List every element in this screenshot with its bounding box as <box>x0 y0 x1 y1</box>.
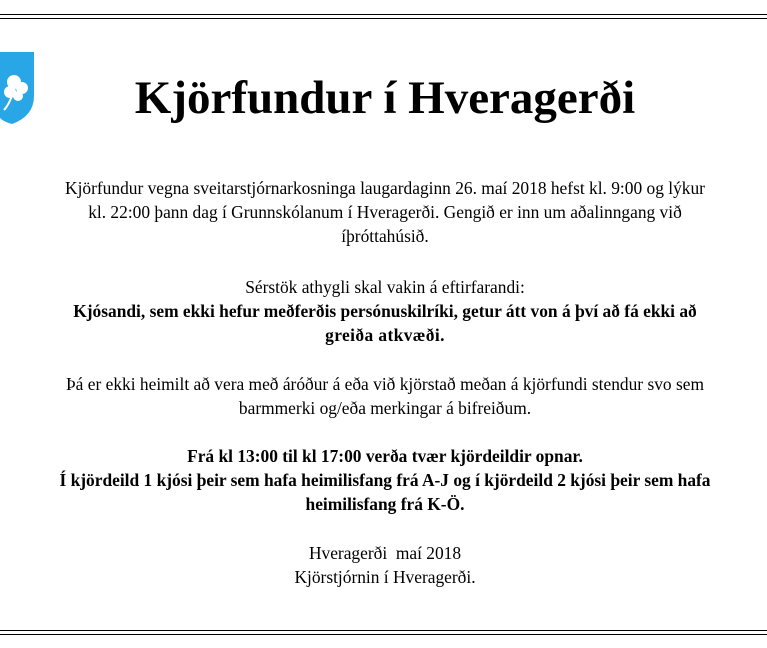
notice-line: greiða atkvæði. <box>325 325 445 345</box>
signature-block <box>5 541 765 589</box>
campaign-line: Þá er ekki heimilt að vera með áróður á eða við kjörstað meðan á kjörfundi stendur svo sem <box>66 374 704 394</box>
intro-line: kl. 22:00 þann dag í Grunnskólanum í Hveragerði. Gengið er inn um aðalinngang við <box>88 202 682 222</box>
top-rule-outer <box>0 14 767 15</box>
page-title: Kjörfundur í Hveragerði <box>134 72 636 124</box>
divisions-line: Í kjördeild 1 kjósi þeir sem hafa heimilisfang frá A-J og í kjördeild 2 kjósi þeir sem hafa <box>59 470 711 490</box>
divisions-line: heimilisfang frá K-Ö. <box>305 494 465 514</box>
bottom-rule-outer <box>0 630 767 631</box>
campaign-paragraph <box>5 372 765 420</box>
intro-line: íþróttahúsið. <box>341 226 429 246</box>
divisions-paragraph <box>5 444 765 516</box>
bottom-rule-inner <box>0 634 767 635</box>
campaign-line: barmmerki og/eða merkingar á bifreiðum. <box>238 398 532 418</box>
divisions-line: Frá kl 13:00 til kl 17:00 verða tvær kjördeildir opnar. <box>187 446 583 466</box>
notice-line: Kjósandi, sem ekki hefur meðferðis persónuskilríki, getur átt von á því að fá ekki að <box>73 301 697 321</box>
signature-name: Kjörstjórnin í Hveragerði. <box>294 567 476 587</box>
municipal-crest-icon <box>0 50 36 126</box>
notice-heading: Sérstök athygli skal vakin á eftirfarandi: <box>245 277 525 297</box>
intro-paragraph <box>5 176 765 248</box>
intro-line: Kjörfundur vegna sveitarstjórnarkosninga laugardaginn 26. maí 2018 hefst kl. 9:00 og lýkur <box>65 178 705 198</box>
top-rule-inner <box>0 18 767 19</box>
signature-date: Hveragerði maí 2018 <box>308 543 462 563</box>
notice-paragraph <box>5 275 765 347</box>
